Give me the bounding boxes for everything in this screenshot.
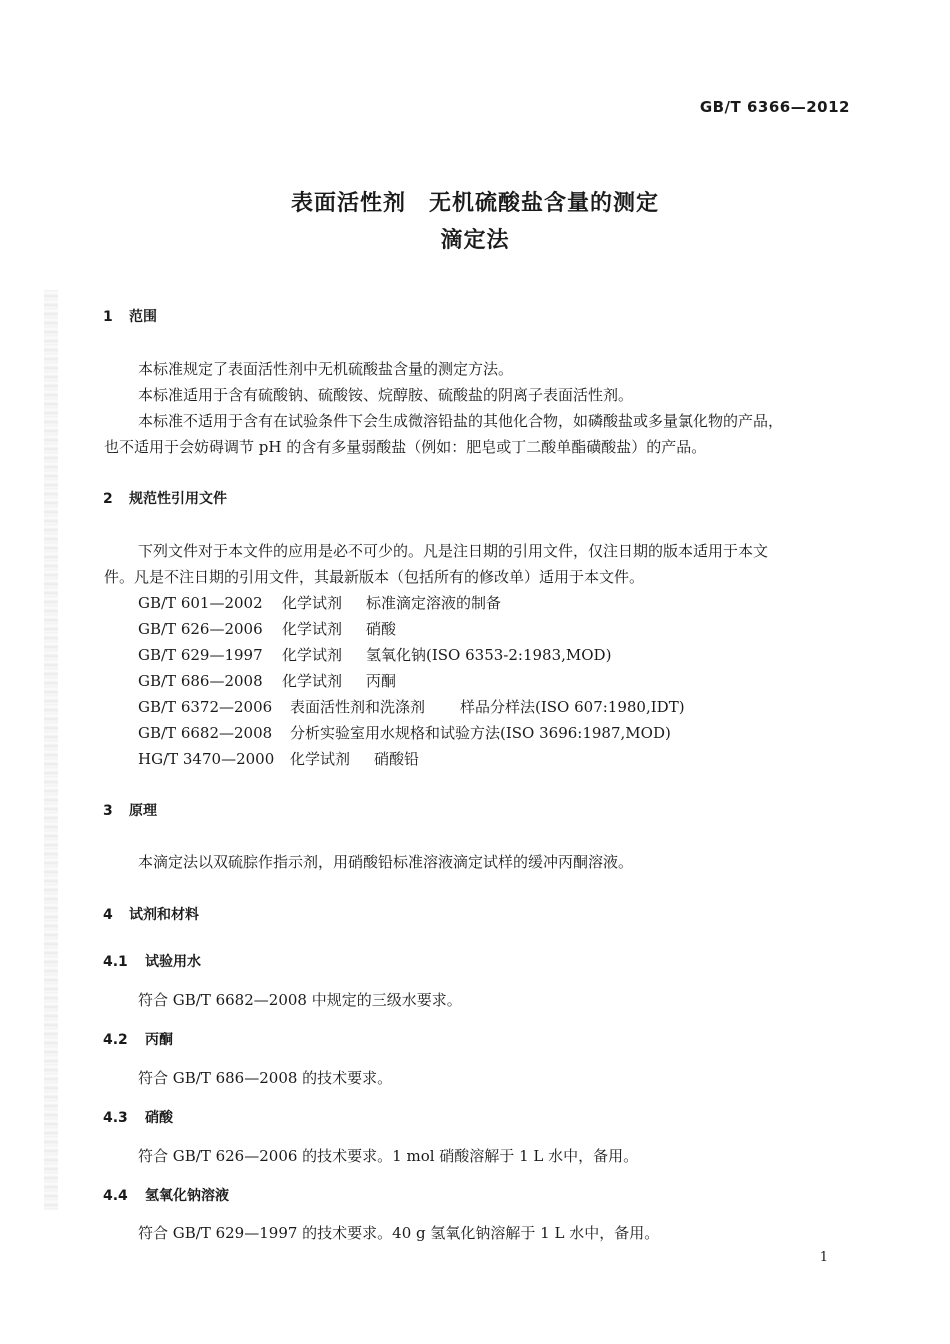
reference-code: GB/T 6682—2008 bbox=[138, 724, 273, 742]
subsection-4-2-heading bbox=[103, 1029, 173, 1049]
paragraph: 符合 GB/T 6682—2008 中规定的三级水要求。 bbox=[138, 991, 462, 1009]
subsection-4-1-heading bbox=[103, 951, 201, 971]
reference-row bbox=[138, 748, 419, 769]
reference-code: GB/T 686—2008 bbox=[138, 672, 263, 690]
subsection-number: 4.3 bbox=[103, 1110, 128, 1126]
reference-code: GB/T 6372—2006 bbox=[138, 698, 273, 716]
reference-row bbox=[138, 722, 671, 743]
section-number: 3 bbox=[103, 803, 113, 819]
paragraph-continuation: 也不适用于会妨碍调节 pH 的含有多量弱酸盐（例如：肥皂或丁二酸单酯磺酸盐）的产品。 bbox=[104, 438, 707, 456]
reference-description: 硝酸 bbox=[366, 620, 397, 638]
paragraph: 符合 GB/T 626—2006 的技术要求。1 mol 硝酸溶解于 1 L 水中，备用。 bbox=[138, 1147, 639, 1165]
reference-code: GB/T 601—2002 bbox=[138, 594, 263, 612]
section-1-heading bbox=[103, 306, 157, 326]
subsection-4-3-heading bbox=[103, 1107, 173, 1127]
section-title: 试剂和材料 bbox=[129, 907, 199, 923]
reference-code: HG/T 3470—2000 bbox=[138, 750, 275, 768]
subsection-number: 4.2 bbox=[103, 1032, 128, 1048]
section-3-heading bbox=[103, 800, 157, 820]
paragraph: 本滴定法以双硫腙作指示剂，用硝酸铅标准溶液滴定试样的缓冲丙酮溶液。 bbox=[138, 853, 634, 871]
paragraph: 本标准不适用于含有在试验条件下会生成微溶铅盐的其他化合物，如磷酸盐或多量氯化物的产品， bbox=[138, 412, 784, 430]
subsection-title: 氢氧化钠溶液 bbox=[145, 1188, 229, 1204]
reference-row bbox=[138, 644, 611, 665]
reference-category: 化学试剂 bbox=[282, 672, 343, 690]
reference-category: 化学试剂 bbox=[282, 594, 343, 612]
document-title-line2: 滴定法 bbox=[440, 228, 510, 253]
reference-description: 标准滴定溶液的制备 bbox=[366, 594, 502, 612]
section-title: 范围 bbox=[129, 309, 157, 325]
reference-category: 表面活性剂和洗涤剂 bbox=[290, 698, 426, 716]
reference-description: 分析实验室用水规格和试验方法(ISO 3696:1987,MOD) bbox=[290, 724, 671, 742]
reference-row bbox=[138, 670, 396, 691]
reference-code: GB/T 626—2006 bbox=[138, 620, 263, 638]
section-number: 4 bbox=[103, 907, 113, 923]
paragraph: 符合 GB/T 629—1997 的技术要求。40 g 氢氧化钠溶解于 1 L 水中，备用。 bbox=[138, 1224, 660, 1242]
reference-description: 样品分样法(ISO 607:1980,IDT) bbox=[460, 698, 685, 716]
reference-description: 硝酸铅 bbox=[374, 750, 420, 768]
subsection-title: 试验用水 bbox=[145, 954, 201, 970]
subsection-number: 4.1 bbox=[103, 954, 128, 970]
section-title: 原理 bbox=[129, 803, 157, 819]
paragraph-continuation: 件。凡是不注日期的引用文件，其最新版本（包括所有的修改单）适用于本文件。 bbox=[104, 568, 645, 586]
reference-row bbox=[138, 696, 685, 717]
subsection-title: 丙酮 bbox=[145, 1032, 173, 1048]
paragraph: 本标准适用于含有硫酸钠、硫酸铵、烷醇胺、硫酸盐的阴离子表面活性剂。 bbox=[138, 386, 634, 404]
section-number: 2 bbox=[103, 491, 113, 507]
subsection-number: 4.4 bbox=[103, 1188, 128, 1204]
paragraph: 下列文件对于本文件的应用是必不可少的。凡是注日期的引用文件，仅注日期的版本适用于本文 bbox=[138, 542, 769, 560]
reference-row bbox=[138, 618, 396, 639]
section-2-heading bbox=[103, 488, 227, 508]
subsection-title: 硝酸 bbox=[145, 1110, 173, 1126]
reference-description: 氢氧化钠(ISO 6353-2:1983,MOD) bbox=[366, 646, 612, 664]
reference-category: 化学试剂 bbox=[282, 620, 343, 638]
reference-row bbox=[138, 592, 501, 613]
reference-code: GB/T 629—1997 bbox=[138, 646, 263, 664]
reference-category: 化学试剂 bbox=[282, 646, 343, 664]
subsection-4-4-heading bbox=[103, 1185, 229, 1205]
document-title-line1: 表面活性剂 无机硫酸盐含量的测定 bbox=[290, 191, 659, 216]
section-number: 1 bbox=[103, 309, 113, 325]
paragraph: 符合 GB/T 686—2008 的技术要求。 bbox=[138, 1069, 393, 1087]
page-number: 1 bbox=[819, 1250, 828, 1265]
scan-edge-artifact bbox=[44, 290, 58, 1210]
standard-code: GB/T 6366—2012 bbox=[699, 98, 850, 116]
reference-description: 丙酮 bbox=[366, 672, 397, 690]
reference-category: 化学试剂 bbox=[290, 750, 351, 768]
section-4-heading bbox=[103, 904, 199, 924]
paragraph: 本标准规定了表面活性剂中无机硫酸盐含量的测定方法。 bbox=[138, 360, 514, 378]
section-title: 规范性引用文件 bbox=[129, 491, 227, 507]
